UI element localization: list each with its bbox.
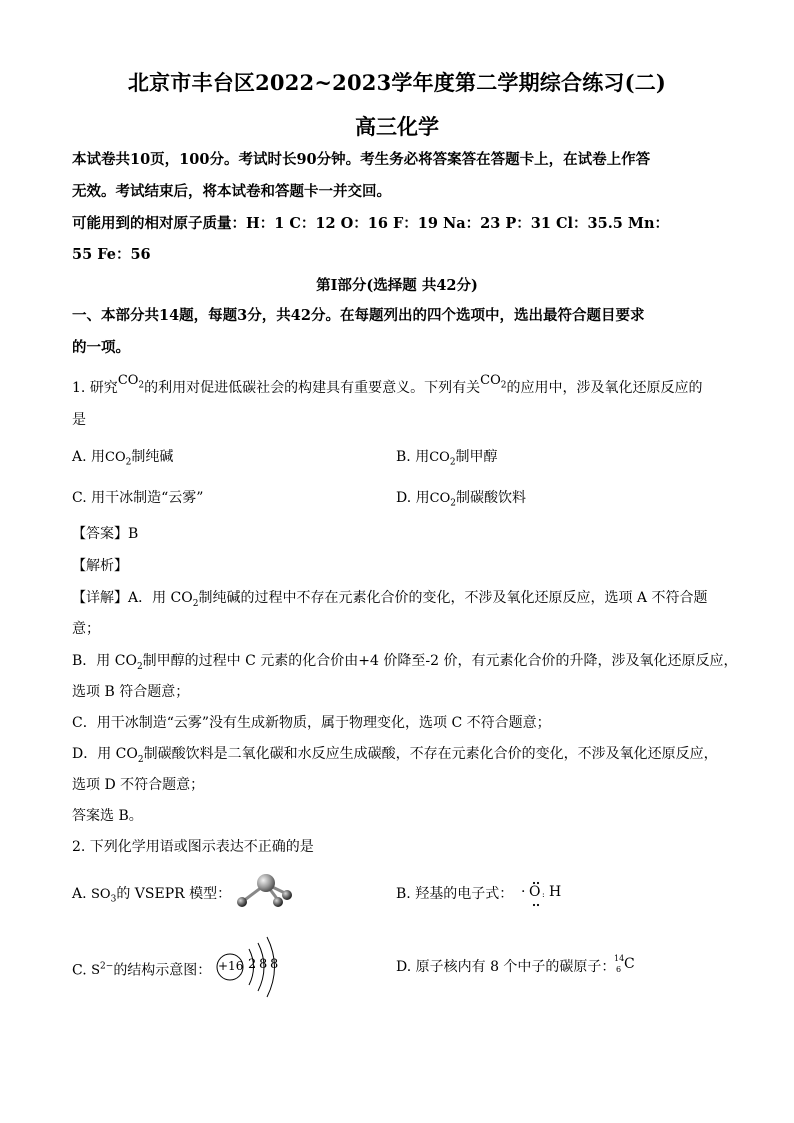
vsepr-model-icon <box>234 872 294 912</box>
part1-instruction-1: 一、本部分共14题，每题3分，共42分。在每题列出的四个选项中，选出最符合题目要求 <box>72 307 645 324</box>
shell-1-count: 2 <box>248 957 257 972</box>
q2-option-c[interactable]: C. $S^{2-}$的结构示意图： <box>72 962 212 979</box>
q1-option-d[interactable]: D. 用$CO_2$制碳酸饮料 <box>396 490 526 509</box>
atomic-mass-line: 可能用到的相对原子质量：H：1 C：12 O：16 F：19 Na：23 P：31 Cl：35.5 Mn： <box>72 215 669 232</box>
q1-answer: 【答案】B <box>72 526 139 542</box>
so3-formula: $SO_3$ <box>91 887 117 905</box>
atomic-number: 6 <box>616 965 622 974</box>
q2-option-a[interactable]: A. $SO_3$的 VSEPR 模型： <box>72 886 232 905</box>
shared-pair-dots: : <box>542 890 545 899</box>
q1-final-answer: 答案选 B。 <box>72 808 143 824</box>
carbon-14-nuclide <box>614 952 640 980</box>
q1-option-b[interactable]: B. 用$CO_2$制甲醇 <box>396 449 498 468</box>
co2-formula: $CO_2$ <box>105 450 132 468</box>
q1-stem-end: 是 <box>72 412 86 428</box>
q1-analysis-label: 【解析】 <box>72 558 128 574</box>
q1-stem-c: 的应用中，涉及氧化还原反应的 <box>506 380 703 396</box>
shell-2-count: 8 <box>259 957 268 972</box>
q1-detail-4-end: 选项 D 不符合题意； <box>72 777 205 793</box>
co2-formula: $CO_2$ <box>429 450 456 468</box>
oxygen-symbol: O <box>529 884 541 900</box>
intro-line-2: 无效。考试结束后，将本试卷和答题卡一并交回。 <box>72 183 391 200</box>
co2-formula: $CO_2$ <box>117 373 145 391</box>
co2-formula: $CO_2$ <box>480 373 507 391</box>
q1-stem <box>72 373 703 404</box>
q1-detail-1: 【详解】A．用 $CO_2$制纯碱的过程中不存在元素化合价的变化，不涉及氧化还原反应，选项 A 不符合题 <box>72 590 708 609</box>
q1-stem-a: 1. 研究 <box>72 380 118 396</box>
carbon-symbol: C <box>624 956 635 972</box>
atomic-mass-line-2: 55 Fe：56 <box>72 246 151 263</box>
page-title: 北京市丰台区2022~2023学年度第二学期综合练习(二) <box>127 70 667 95</box>
co2-formula: $CO_2$ <box>429 491 456 509</box>
sulfide-ion: $S^{2-}$ <box>91 962 114 979</box>
q1-detail-2: B．用 $CO_2$制甲醇的过程中 C 元素的化合价由+4 价降至-2 价，有元素化合价的升降，涉及氧化还原反应， <box>72 653 738 672</box>
hydrogen-symbol: H <box>549 884 562 900</box>
q1-detail-1-end: 意； <box>72 621 100 637</box>
part1-instruction-2: 的一项。 <box>72 339 130 356</box>
electron-dots-icon <box>529 880 543 908</box>
lone-electron: · <box>521 884 526 900</box>
q1-option-a[interactable]: A. 用$CO_2$制纯碱 <box>72 449 174 468</box>
intro-line-1: 本试卷共10页，100分。考试时长90分钟。考生务必将答案答在答题卡上，在试卷上作答 <box>72 151 651 168</box>
shell-3-count: 8 <box>270 957 279 972</box>
q1-detail-2-end: 选项 B 符合题意； <box>72 684 190 700</box>
q2-stem: 2. 下列化学用语或图示表达不正确的是 <box>72 839 314 855</box>
subject-title: 高三化学 <box>355 114 439 139</box>
hydroxyl-electron-formula <box>521 880 571 908</box>
nucleus-charge: +16 <box>218 959 244 973</box>
mass-number: 14 <box>614 954 625 963</box>
q1-option-c[interactable]: C. 用干冰制造“云雾” <box>72 490 204 506</box>
q2-option-b[interactable]: B. 羟基的电子式： <box>396 886 514 902</box>
part1-heading: 第Ⅰ部分(选择题 共42分) <box>316 277 478 294</box>
q2-option-d[interactable]: D. 原子核内有 8 个中子的碳原子： <box>396 959 616 975</box>
q1-detail-3: C．用干冰制造“云雾”没有生成新物质，属于物理变化，选项 C 不符合题意； <box>72 715 551 731</box>
q1-detail-4: D．用 $CO_2$制碳酸饮料是二氧化碳和水反应生成碳酸，不存在元素化合价的变化，不涉及氧化还原反应， <box>72 746 718 765</box>
q1-stem-b: 的利用对促进低碳社会的构建具有重要意义。下列有关 <box>144 380 481 396</box>
atom-structure-diagram <box>214 935 289 1003</box>
